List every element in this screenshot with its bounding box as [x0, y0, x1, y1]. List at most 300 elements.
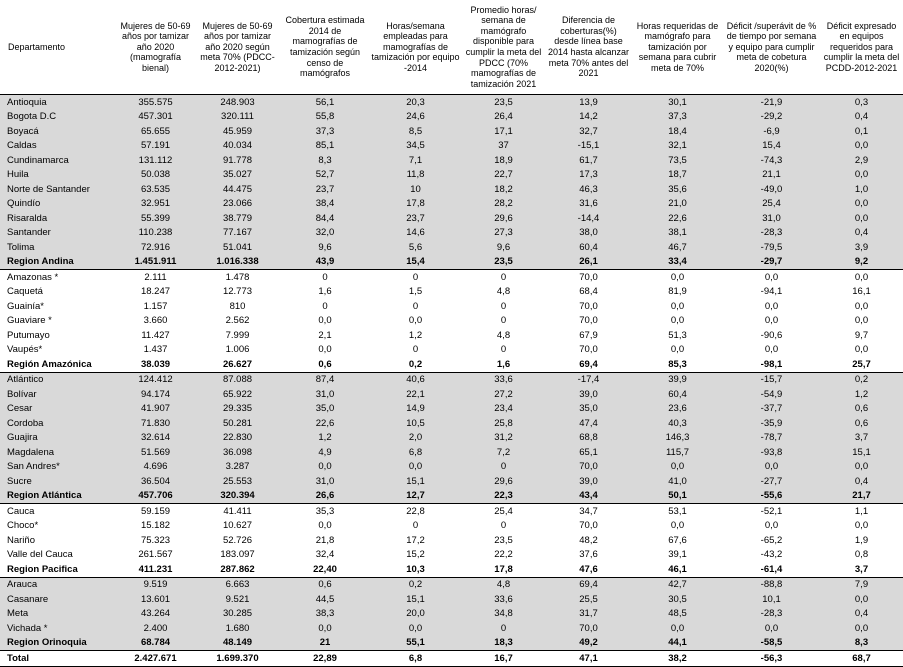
table-row: [0, 299, 903, 314]
value-cell: 13,9: [545, 95, 632, 110]
department-cell: Bogota D.C: [0, 110, 117, 125]
value-cell: 50,1: [632, 489, 723, 504]
value-cell: -28,3: [723, 226, 820, 241]
value-cell: 25,4: [723, 197, 820, 212]
value-cell: -74,3: [723, 153, 820, 168]
department-cell: Caquetá: [7, 286, 43, 298]
value-cell: 0: [462, 621, 545, 636]
value-cell: 31,7: [545, 607, 632, 622]
value-cell: 12.773: [222, 286, 253, 298]
department-cell: Cauca: [7, 505, 35, 517]
column-header: Mujeres de 50-69 años por tamizar año 2020 según meta 70% (PDCC-2012-2021): [194, 0, 281, 95]
department-cell: Bolívar: [0, 387, 117, 402]
value-cell: 0,0: [369, 621, 462, 636]
value-cell: 5,6: [369, 240, 462, 255]
value-cell: 26,1: [545, 255, 632, 270]
value-cell: 0,0: [820, 139, 903, 154]
value-cell: 59.159: [140, 505, 171, 517]
value-cell: 10.627: [222, 520, 253, 532]
value-cell: 2.111: [144, 271, 167, 283]
value-cell: -94,1: [760, 286, 783, 298]
value-cell: 32,4: [315, 549, 335, 561]
value-cell: 31,0: [281, 387, 369, 402]
value-cell: 18,9: [462, 153, 545, 168]
value-cell: 39,0: [545, 387, 632, 402]
value-cell: 22,6: [632, 211, 723, 226]
value-cell: 0,0: [670, 271, 685, 283]
value-cell: 38,4: [281, 197, 369, 212]
value-cell: 0,0: [854, 520, 869, 532]
value-cell: 9.521: [194, 592, 281, 607]
value-cell: 18.247: [140, 286, 171, 298]
value-cell: 0,4: [820, 607, 903, 622]
value-cell: 47,4: [545, 416, 632, 431]
value-cell: 2,1: [318, 329, 332, 341]
value-cell: 0,6: [820, 416, 903, 431]
value-cell: 9,2: [820, 255, 903, 270]
table-row: [0, 110, 903, 125]
value-cell: 47,1: [545, 651, 632, 667]
value-cell: 0,2: [369, 357, 462, 372]
value-cell: 60,4: [545, 240, 632, 255]
column-header: Departamento: [0, 0, 117, 95]
value-cell: 0,0: [820, 211, 903, 226]
value-cell: 0,0: [281, 460, 369, 475]
value-cell: 48,2: [579, 534, 598, 546]
value-cell: -79,5: [723, 240, 820, 255]
value-cell: -78,7: [723, 431, 820, 446]
value-cell: 1.016.338: [194, 255, 281, 270]
value-cell: 37,3: [632, 110, 723, 125]
value-cell: 0,0: [820, 197, 903, 212]
value-cell: 31,0: [723, 211, 820, 226]
value-cell: 14,6: [369, 226, 462, 241]
value-cell: 70,0: [579, 520, 598, 532]
value-cell: 30,1: [632, 95, 723, 110]
value-cell: 52,7: [281, 168, 369, 183]
value-cell: 68,8: [545, 431, 632, 446]
value-cell: 14,9: [369, 402, 462, 417]
table-row: [0, 460, 903, 475]
value-cell: 8,5: [369, 124, 462, 139]
value-cell: 1,2: [408, 329, 423, 341]
table-row: [0, 577, 903, 592]
subtotal-row: [0, 255, 903, 270]
value-cell: 43.264: [117, 607, 194, 622]
value-cell: 4,8: [496, 329, 511, 341]
department-cell: Guajira: [0, 431, 117, 446]
value-cell: 35,0: [281, 402, 369, 417]
value-cell: 39,9: [632, 372, 723, 387]
value-cell: 48,5: [632, 607, 723, 622]
value-cell: 13.601: [117, 592, 194, 607]
value-cell: 25,7: [820, 357, 903, 372]
table-row: [0, 270, 903, 285]
value-cell: 0,0: [764, 315, 779, 327]
value-cell: 52.726: [222, 534, 253, 546]
value-cell: 38,3: [281, 607, 369, 622]
value-cell: 248.903: [194, 95, 281, 110]
value-cell: -43,2: [760, 549, 783, 561]
value-cell: 0,6: [820, 402, 903, 417]
value-cell: 21: [281, 636, 369, 651]
value-cell: 0,0: [670, 344, 685, 356]
department-cell: Casanare: [0, 592, 117, 607]
department-cell: Region Pacifica: [0, 562, 117, 577]
value-cell: 0,0: [723, 621, 820, 636]
value-cell: 32.951: [117, 197, 194, 212]
department-cell: Choco*: [7, 520, 39, 532]
value-cell: 41,0: [632, 474, 723, 489]
value-cell: 47,6: [545, 562, 632, 577]
department-cell: Region Atlántica: [0, 489, 117, 504]
value-cell: 17,8: [462, 562, 545, 577]
value-cell: 16,7: [462, 651, 545, 667]
value-cell: 70,0: [579, 315, 598, 327]
value-cell: 91.778: [194, 153, 281, 168]
value-cell: 10,3: [369, 562, 462, 577]
value-cell: 22,40: [281, 562, 369, 577]
value-cell: 34,5: [369, 139, 462, 154]
value-cell: 73,5: [632, 153, 723, 168]
value-cell: 94.174: [117, 387, 194, 402]
value-cell: 1.478: [225, 271, 250, 283]
value-cell: 35,6: [632, 182, 723, 197]
value-cell: 43,4: [545, 489, 632, 504]
value-cell: 65.922: [194, 387, 281, 402]
value-cell: -49,0: [723, 182, 820, 197]
value-cell: 32,1: [632, 139, 723, 154]
value-cell: 25,8: [462, 416, 545, 431]
value-cell: 36.098: [194, 445, 281, 460]
value-cell: -37,7: [723, 402, 820, 417]
value-cell: 36.504: [117, 474, 194, 489]
value-cell: 21,0: [632, 197, 723, 212]
value-cell: 41.411: [223, 505, 252, 517]
value-cell: 22,2: [494, 549, 513, 561]
header-row: [0, 0, 903, 95]
value-cell: 1,2: [281, 431, 369, 446]
value-cell: 0: [322, 271, 328, 283]
value-cell: 50.281: [194, 416, 281, 431]
value-cell: 6,8: [369, 445, 462, 460]
value-cell: -61,4: [723, 562, 820, 577]
column-header: Déficit /superávit de % de tiempo por semana y equipo para cumplir meta de cobetura 2020(%): [723, 0, 820, 95]
value-cell: 68,7: [820, 651, 903, 667]
department-cell: Nariño: [7, 534, 35, 546]
column-header: Cobertura estimada 2014 de mamografías de tamización según censo de mamógrafos: [281, 0, 369, 95]
value-cell: 0,0: [318, 344, 332, 356]
value-cell: -29,2: [723, 110, 820, 125]
value-cell: 22,1: [369, 387, 462, 402]
table-row: [0, 182, 903, 197]
value-cell: 12,7: [369, 489, 462, 504]
value-cell: 9,6: [462, 240, 545, 255]
value-cell: 44,1: [632, 636, 723, 651]
value-cell: 31,0: [281, 474, 369, 489]
value-cell: -14,4: [545, 211, 632, 226]
table-row: [0, 548, 903, 563]
value-cell: 68,4: [579, 286, 598, 298]
department-cell: Region Orinoquia: [0, 636, 117, 651]
value-cell: 1,9: [854, 534, 869, 546]
value-cell: 0,0: [854, 315, 869, 327]
value-cell: 35,0: [545, 402, 632, 417]
value-cell: 55,8: [281, 110, 369, 125]
value-cell: 21,7: [820, 489, 903, 504]
value-cell: 42,7: [632, 577, 723, 592]
value-cell: 2,9: [820, 153, 903, 168]
value-cell: 61,7: [545, 153, 632, 168]
value-cell: 26.627: [194, 357, 281, 372]
value-cell: 18,7: [632, 168, 723, 183]
value-cell: 0: [412, 344, 419, 356]
value-cell: 16,1: [852, 286, 871, 298]
value-cell: 44,5: [281, 592, 369, 607]
table-row: [0, 95, 903, 110]
value-cell: 0,4: [820, 226, 903, 241]
value-cell: 0: [462, 460, 545, 475]
table-row: [0, 240, 903, 255]
column-header: Diferencia de coberturas(%) desde línea base 2014 hasta alcanzar meta 70% antes del 2021: [545, 0, 632, 95]
value-cell: 0,0: [764, 271, 779, 283]
table-row: [0, 124, 903, 139]
department-cell: Boyacá: [0, 124, 117, 139]
value-cell: -15,1: [545, 139, 632, 154]
value-cell: 8,3: [281, 153, 369, 168]
value-cell: -52,1: [760, 505, 783, 517]
value-cell: 22.830: [194, 431, 281, 446]
value-cell: 0,0: [670, 520, 685, 532]
value-cell: 7,9: [820, 577, 903, 592]
value-cell: 40.034: [194, 139, 281, 154]
value-cell: 1,2: [820, 387, 903, 402]
table-row: [0, 343, 903, 358]
value-cell: 57.191: [117, 139, 194, 154]
column-header: Mujeres de 50-69 años por tamizar año 2020 (mamografía bienal): [117, 0, 194, 95]
table-row: [0, 621, 903, 636]
table-row: [0, 285, 903, 300]
value-cell: 4,9: [281, 445, 369, 460]
table-row: [0, 431, 903, 446]
value-cell: 17,3: [545, 168, 632, 183]
value-cell: 40,3: [632, 416, 723, 431]
value-cell: 3.660: [143, 315, 168, 327]
value-cell: -58,5: [723, 636, 820, 651]
value-cell: 0,0: [281, 621, 369, 636]
value-cell: 9,7: [854, 329, 869, 341]
value-cell: 0,2: [369, 577, 462, 592]
department-cell: Tolima: [0, 240, 117, 255]
value-cell: 457.301: [117, 110, 194, 125]
value-cell: 0,0: [632, 460, 723, 475]
value-cell: 9.519: [117, 577, 194, 592]
value-cell: -88,8: [723, 577, 820, 592]
value-cell: 70,0: [545, 460, 632, 475]
value-cell: -56,3: [723, 651, 820, 667]
subtotal-row: [0, 636, 903, 651]
department-cell: Amazonas *: [7, 271, 59, 283]
value-cell: 4,8: [462, 577, 545, 592]
value-cell: 6,8: [369, 651, 462, 667]
table-row: [0, 592, 903, 607]
value-cell: 15,1: [820, 445, 903, 460]
value-cell: 0,0: [670, 315, 685, 327]
value-cell: 0,0: [723, 460, 820, 475]
value-cell: 0,0: [764, 344, 779, 356]
value-cell: 4.696: [117, 460, 194, 475]
value-cell: 7,1: [369, 153, 462, 168]
value-cell: 35.027: [194, 168, 281, 183]
department-cell: Total: [0, 651, 117, 667]
table-row: [0, 328, 903, 343]
value-cell: 70,0: [579, 300, 598, 312]
value-cell: -35,9: [723, 416, 820, 431]
value-cell: 40,6: [369, 372, 462, 387]
table-row: [0, 372, 903, 387]
table-row: [0, 533, 903, 548]
value-cell: 11.427: [141, 329, 170, 341]
value-cell: 37,6: [579, 549, 598, 561]
subtotal-row: [0, 489, 903, 504]
value-cell: 85,1: [281, 139, 369, 154]
value-cell: -15,7: [723, 372, 820, 387]
department-cell: Caldas: [0, 139, 117, 154]
value-cell: 38.779: [194, 211, 281, 226]
table-row: [0, 416, 903, 431]
department-cell: Risaralda: [0, 211, 117, 226]
value-cell: 70,0: [579, 344, 598, 356]
value-cell: 0,0: [670, 300, 685, 312]
value-cell: -55,6: [723, 489, 820, 504]
value-cell: 34,8: [462, 607, 545, 622]
value-cell: 43,9: [281, 255, 369, 270]
value-cell: 26,6: [281, 489, 369, 504]
value-cell: 0,1: [820, 124, 903, 139]
value-cell: 10: [369, 182, 462, 197]
value-cell: 70,0: [579, 271, 598, 283]
value-cell: 33,6: [462, 592, 545, 607]
value-cell: 44.475: [194, 182, 281, 197]
value-cell: 355.575: [117, 95, 194, 110]
department-cell: Antioquia: [0, 95, 117, 110]
department-cell: Magdalena: [0, 445, 117, 460]
value-cell: 1.006: [225, 344, 250, 356]
value-cell: 6.663: [194, 577, 281, 592]
column-header: Promedio horas/ semana de mamógrafo disponible para cumplir la meta del PDCC (70% mamografías de tamización 2021: [462, 0, 545, 95]
value-cell: 21,1: [723, 168, 820, 183]
value-cell: 0,0: [854, 300, 869, 312]
value-cell: 34,7: [579, 505, 598, 517]
value-cell: -54,9: [723, 387, 820, 402]
value-cell: 320.111: [194, 110, 281, 125]
value-cell: 35,3: [315, 505, 335, 517]
department-cell: Valle del Cauca: [7, 549, 73, 561]
value-cell: 0,0: [369, 460, 462, 475]
table-body: [0, 95, 903, 667]
value-cell: 45.959: [194, 124, 281, 139]
value-cell: 29,6: [462, 474, 545, 489]
value-cell: 48.149: [194, 636, 281, 651]
value-cell: 50.038: [117, 168, 194, 183]
value-cell: 0: [500, 271, 507, 283]
value-cell: 411.231: [117, 562, 194, 577]
value-cell: 46,3: [545, 182, 632, 197]
value-cell: 0,0: [764, 520, 779, 532]
value-cell: 14,2: [545, 110, 632, 125]
value-cell: 65.655: [117, 124, 194, 139]
value-cell: 23,5: [462, 255, 545, 270]
value-cell: 17,8: [369, 197, 462, 212]
value-cell: 22,6: [281, 416, 369, 431]
value-cell: -93,8: [723, 445, 820, 460]
department-cell: Sucre: [0, 474, 117, 489]
table-row: [0, 474, 903, 489]
value-cell: 22,89: [281, 651, 369, 667]
value-cell: 3,7: [820, 431, 903, 446]
value-cell: 23.066: [194, 197, 281, 212]
value-cell: 0: [500, 300, 507, 312]
value-cell: 131.112: [117, 153, 194, 168]
value-cell: 29,6: [462, 211, 545, 226]
value-cell: 0: [500, 520, 507, 532]
value-cell: 15.182: [140, 520, 171, 532]
value-cell: 1,6: [462, 357, 545, 372]
value-cell: 21,8: [315, 534, 335, 546]
value-cell: 23,5: [494, 534, 513, 546]
value-cell: -6,9: [723, 124, 820, 139]
value-cell: 1.157: [143, 300, 168, 312]
value-cell: 38.039: [117, 357, 194, 372]
value-cell: 3,9: [820, 240, 903, 255]
table-row: [0, 211, 903, 226]
value-cell: -98,1: [723, 357, 820, 372]
value-cell: 0: [500, 315, 507, 327]
value-cell: 10,5: [369, 416, 462, 431]
table-row: [0, 445, 903, 460]
value-cell: 8,3: [820, 636, 903, 651]
value-cell: 146,3: [632, 431, 723, 446]
department-cell: Huila: [0, 168, 117, 183]
value-cell: 124.412: [117, 372, 194, 387]
value-cell: 0,0: [318, 315, 332, 327]
value-cell: 70,0: [545, 621, 632, 636]
subtotal-row: [0, 651, 903, 667]
department-cell: Guaviare *: [7, 315, 52, 327]
department-cell: Region Andina: [0, 255, 117, 270]
value-cell: 0,8: [854, 549, 869, 561]
value-cell: 51.041: [194, 240, 281, 255]
value-cell: 23,6: [632, 402, 723, 417]
value-cell: 53,1: [668, 505, 687, 517]
value-cell: 38,0: [545, 226, 632, 241]
value-cell: 7,2: [462, 445, 545, 460]
value-cell: 0: [412, 271, 419, 283]
value-cell: 15,4: [723, 139, 820, 154]
department-cell: Putumayo: [7, 329, 50, 341]
value-cell: 71.830: [117, 416, 194, 431]
value-cell: 67,6: [668, 534, 687, 546]
value-cell: 30,5: [632, 592, 723, 607]
value-cell: -28,3: [723, 607, 820, 622]
subtotal-row: [0, 562, 903, 577]
value-cell: 0,0: [764, 300, 779, 312]
value-cell: 1,5: [408, 286, 423, 298]
value-cell: -65,2: [760, 534, 783, 546]
value-cell: 11,8: [369, 168, 462, 183]
value-cell: 0,0: [408, 315, 423, 327]
value-cell: 287.862: [194, 562, 281, 577]
